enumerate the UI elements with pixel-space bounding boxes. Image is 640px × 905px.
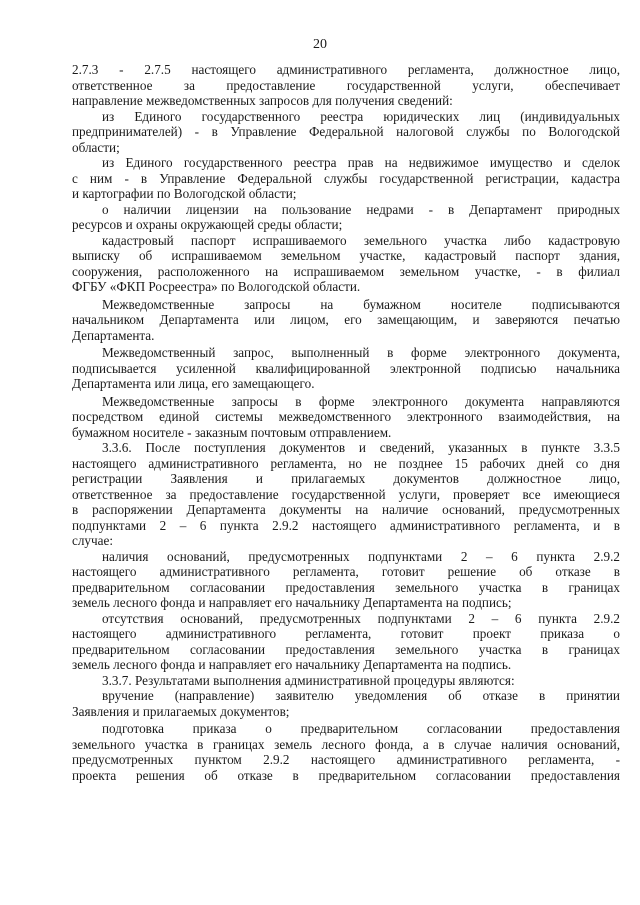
paragraph	[72, 62, 620, 109]
text-line: Межведомственный запрос, выполненный в форме электронного документа,	[102, 345, 620, 360]
text-line: с ним - в Управление Федеральной службы государственной регистрации, кадастра	[72, 170, 620, 186]
paragraph	[72, 549, 620, 611]
text-line: области;	[72, 139, 120, 155]
text-line: о наличии лицензии на пользование недрами - в Департамент природных	[102, 201, 620, 217]
text-line: настоящего административного регламента, но не позднее 15 рабочих дней со дня	[72, 455, 620, 471]
page-number: 20	[313, 37, 327, 52]
paragraph	[72, 440, 620, 549]
text-line: подготовка приказа о предварительном согласовании предоставления	[102, 721, 620, 736]
text-line: начальником Департамента или лицом, его замещающим, и заверяются печатью	[72, 312, 620, 327]
text-line: настоящего административного регламента, готовит проект приказа о	[72, 626, 620, 641]
text-line: земельного участка в границах земель лесного фонда, а в случае наличия оснований,	[72, 736, 620, 752]
text-line: ресурсов и охраны окружающей среды области;	[72, 217, 343, 232]
paragraph	[72, 673, 620, 689]
text-line: проекта решения об отказе в предварительном согласовании предоставления	[72, 767, 620, 783]
paragraph	[72, 688, 620, 719]
paragraph	[72, 721, 620, 783]
text-line: предусмотренных пунктом 2.9.2 настоящего административного регламента, -	[72, 752, 620, 767]
text-line: из Единого государственного реестра юридических лиц (индивидуальных	[102, 108, 620, 124]
paragraph	[72, 297, 620, 344]
text-line: случае:	[72, 533, 114, 548]
text-line: кадастровый паспорт испрашиваемого земельного участка либо кадастровую	[102, 232, 620, 248]
text-line: вручение (направление) заявителю уведомления об отказе в принятии	[102, 688, 620, 703]
text-line: регистрации Заявления и прилагаемых документов должностное лицо,	[72, 471, 620, 486]
paragraph	[72, 109, 620, 156]
text-line: выписку об испрашиваемом земельном участке, кадастровый паспорт здания,	[72, 248, 620, 263]
text-line: сооружения, расположенного на испрашиваемом земельном участке, - в филиал	[72, 263, 620, 279]
text-line: наличия оснований, предусмотренных подпунктами 2 – 6 пункта 2.9.2	[102, 548, 620, 564]
text-line: бумажном носителе - заказным почтовым отправлением.	[72, 424, 392, 440]
text-line: ответственное за предоставление государственной услуги, проверяет все имеющиеся	[72, 486, 620, 502]
text-line: направление межведомственных запросов для получения сведений:	[72, 93, 453, 108]
paragraph	[72, 155, 620, 202]
text-line: Заявления и прилагаемых документов;	[72, 703, 290, 719]
paragraph	[72, 345, 620, 392]
paragraph	[72, 394, 620, 441]
text-line: предварительном согласовании предоставления земельного участка в границах	[72, 579, 620, 595]
text-line: Департамента или лица, его замещающего.	[72, 376, 315, 391]
text-line: 3.3.7. Результатами выполнения административной процедуры являются:	[102, 672, 515, 688]
text-line: отсутствия оснований, предусмотренных подпунктами 2 – 6 пункта 2.9.2	[102, 610, 620, 626]
document-body	[72, 62, 620, 783]
paragraph	[72, 611, 620, 673]
text-line: предпринимателей) - в Управление Федеральной налоговой службы по Вологодской	[72, 124, 620, 139]
text-line: ФГБУ «ФКП Росреестра» по Вологодской области.	[72, 279, 361, 294]
text-line: из Единого государственного реестра прав на недвижимое имущество и сделок	[102, 155, 620, 170]
text-line: Департамента.	[72, 327, 155, 343]
text-line: посредством единой системы межведомственного электронного взаимодействия, на	[72, 409, 620, 424]
paragraph	[72, 202, 620, 233]
text-line: Межведомственные запросы на бумажном носителе подписываются	[102, 296, 620, 312]
text-line: 2.7.3 - 2.7.5 настоящего административного регламента, должностное лицо,	[72, 62, 620, 77]
text-line: земель лесного фонда и направляет его начальнику Департамента на подпись;	[72, 595, 512, 610]
text-line: ответственное за предоставление государственной услуги, обеспечивает	[72, 77, 620, 93]
text-line: Межведомственные запросы в форме электронного документа направляются	[102, 393, 620, 409]
text-line: земель лесного фонда и направляет его начальнику Департамента на подпись.	[72, 657, 512, 672]
text-line: подписывается усиленной квалифицированной электронной подписью начальника	[72, 360, 620, 376]
text-line: подпунктами 2 – 6 пункта 2.9.2 настоящего административного регламента, и в	[72, 517, 620, 533]
paragraph	[72, 233, 620, 295]
text-line: настоящего административного регламента, готовит решение об отказе в	[72, 564, 620, 579]
text-line: и картографии по Вологодской области;	[72, 186, 297, 201]
text-line: в распоряжении Департамента документы на наличие оснований, предусмотренных	[72, 502, 620, 517]
text-line: предварительном согласовании предоставления земельного участка в границах	[72, 641, 620, 657]
text-line: 3.3.6. После поступления документов и сведений, указанных в пункте 3.3.5	[102, 440, 620, 455]
